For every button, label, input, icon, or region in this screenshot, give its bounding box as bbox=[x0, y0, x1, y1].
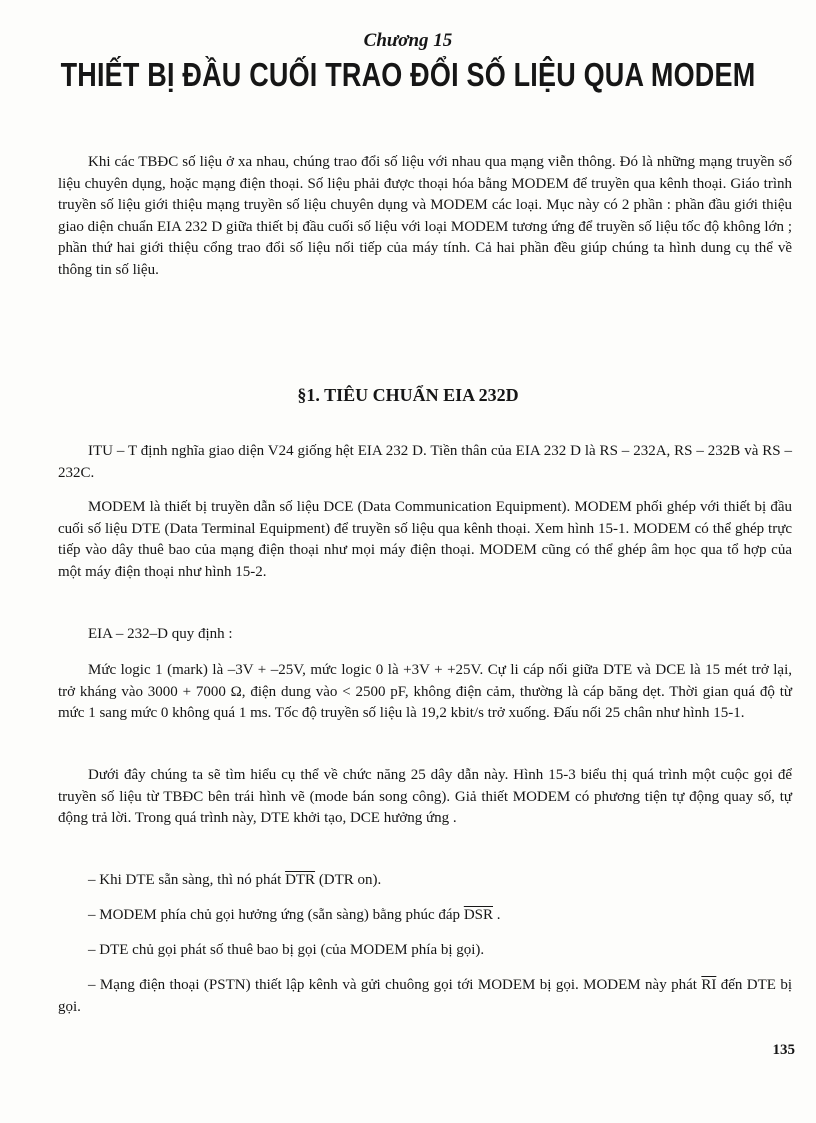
section-paragraph-4: Mức logic 1 (mark) là –3V + –25V, mức logic 0 là +3V + +25V. Cự li cáp nối giữa DTE và DCE là 15 mét trở lại, trở kháng vào 3000 + 7000 Ω, điện dung vào < 2500 pF, không điện cảm, thường là cáp băng dẹt. Thời gian quá độ từ mức 1 sang mức 0 không quá 1 ms. Tốc độ truyền số liệu là 19,2 kbit/s trở xuống. Đấu nối 25 chân như hình 15-1. bbox=[58, 662, 792, 722]
signal-ri: $\overline{RI}$ bbox=[701, 977, 717, 993]
step-item-1 bbox=[58, 870, 792, 892]
section-paragraph-5: Dưới đây chúng ta sẽ tìm hiểu cụ thể về chức năng 25 dây dẫn này. Hình 15-3 biểu thị quá trình một cuộc gọi để truyền số liệu từ TBĐC bên trái hình vẽ (mode bán song công). Giả thiết MODEM có phương tiện tự động quay số, tự động trả lời. Trong quá trình này, DTE khởi tạo, DCE hưởng ứng . bbox=[58, 767, 792, 827]
chapter-title: THIẾT BỊ ĐẦU CUỐI TRAO ĐỔI SỐ LIỆU QUA MODEM bbox=[60, 56, 756, 94]
intro-paragraph: Khi các TBĐC số liệu ở xa nhau, chúng trao đổi số liệu với nhau qua mạng viễn thông. Đó là những mạng truyền số liệu chuyên dụng, hoặc mạng điện thoại. Số liệu phải được thoại hóa bằng MODEM để truyền qua kênh thoại. Giáo trình truyền số liệu giới thiệu mạng truyền số liệu chuyên dụng và MODEM các loại. Mục này có 2 phần : phần đầu giới thiệu giao diện chuẩn EIA 232 D giữa thiết bị đầu cuối số liệu với loại MODEM tương ứng để truyền số liệu tốc độ không lớn ; phần thứ hai giới thiệu cổng trao đổi số liệu nối tiếp của máy tính. Cả hai phần đều giúp chúng ta hình dung cụ thể về thông tin số liệu. bbox=[58, 154, 792, 278]
step-text: – Khi DTE sẵn sàng, thì nó phát bbox=[88, 872, 286, 888]
step-item-3 bbox=[58, 940, 792, 962]
step-item-4 bbox=[58, 975, 792, 1018]
section-paragraph-3: EIA – 232–D quy định : bbox=[88, 626, 233, 642]
section-paragraph-1: ITU – T định nghĩa giao diện V24 giống hệt EIA 232 D. Tiền thân của EIA 232 D là RS – 232A, RS – 232B và RS – 232C. bbox=[58, 443, 792, 481]
step-text: – DTE chủ gọi phát số thuê bao bị gọi (của MODEM phía bị gọi). bbox=[88, 942, 485, 958]
step-text-end: . bbox=[493, 907, 501, 923]
step-text-end: đến DTE bị gọi. bbox=[58, 977, 793, 1015]
signal-dsr: $\overline{DSR}$ bbox=[463, 907, 493, 923]
chapter-label: Chương 15 bbox=[363, 30, 453, 51]
step-item-2 bbox=[58, 905, 792, 927]
page-number: 135 bbox=[772, 1042, 795, 1058]
signal-dtr: $\overline{DTR}$ bbox=[285, 872, 316, 888]
step-text: – Mạng điện thoại (PSTN) thiết lập kênh và gửi chuông gọi tới MODEM bị gọi. MODEM này phát bbox=[88, 977, 702, 993]
section-paragraph-2: MODEM là thiết bị truyền dẫn số liệu DCE (Data Communication Equipment). MODEM phối ghép với thiết bị đầu cuối số liệu DTE (Data Terminal Equipment) để truyền số liệu qua kênh thoại. Xem hình 15-1. MODEM có thể ghép trực tiếp vào dây thuê bao của mạng điện thoại như mọi máy điện thoại. MODEM cũng có thể ghép âm học qua tổ hợp của một máy điện thoại như hình 15-2. bbox=[58, 499, 792, 580]
step-text: – MODEM phía chủ gọi hưởng ứng (sẵn sàng) bằng phúc đáp bbox=[88, 907, 464, 923]
step-text-end: (DTR on). bbox=[315, 872, 382, 888]
section-title: §1. TIÊU CHUẨN EIA 232D bbox=[297, 385, 519, 405]
